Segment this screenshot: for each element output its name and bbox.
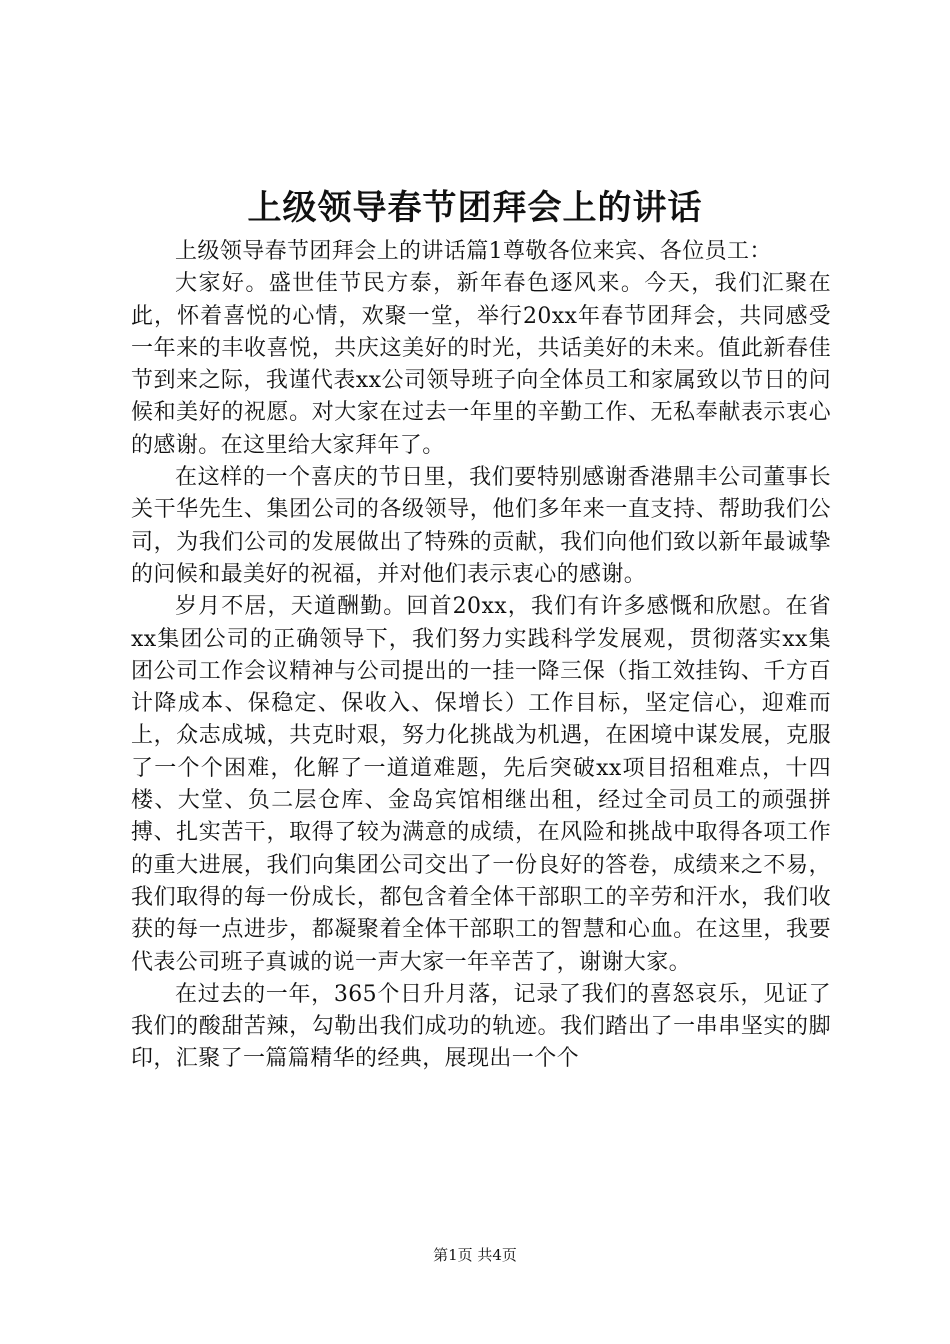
- paragraph: 上级领导春节团拜会上的讲话篇1尊敬各位来宾、各位员工：: [175, 239, 772, 264]
- paragraph: 在这样的一个喜庆的节日里，我们要特别感谢香港鼎丰公司董事长关干华先生、集团公司的各级领导，他们多年来一直支持、帮助我们公司，为我们公司的发展做出了特殊的贡献，我们向他们致以新年最诚挚的问候和最美好的祝福，并对他们表示衷心的感谢。: [131, 465, 831, 587]
- paragraph: 大家好。盛世佳节民方泰，新年春色逐风来。今天，我们汇聚在此，怀着喜悦的心情，欢聚一堂，举行20xx年春节团拜会，共同感受一年来的丰收喜悦，共庆这美好的时光，共话美好的未来。值此新春佳节到来之际，我谨代表xx公司领导班子向全体员工和家属致以节日的问候和美好的祝愿。对大家在过去一年里的辛勤工作、无私奉献表示衷心的感谢。在这里给大家拜年了。: [131, 271, 831, 458]
- paragraph: 在过去的一年，365个日升月落，记录了我们的喜怒哀乐，见证了我们的酸甜苦辣，勾勒出我们成功的轨迹。我们踏出了一串串坚实的脚印，汇聚了一篇篇精华的经典，展现出一个个: [131, 981, 831, 1072]
- page-number-footer: 第1页 共4页: [433, 1246, 517, 1264]
- paragraph: 岁月不居，天道酬勤。回首20xx，我们有许多感慨和欣慰。在省xx集团公司的正确领导下，我们努力实践科学发展观，贯彻落实xx集团公司工作会议精神与公司提出的一挂一降三保（指工效挂钩、千方百计降成本、保稳定、保收入、保增长）工作目标，坚定信心，迎难而上，众志成城，共克时艰，努力化挑战为机遇，在困境中谋发展，克服了一个个困难，化解了一道道难题，先后突破xx项目招租难点，十四楼、大堂、负二层仓库、金岛宾馆相继出租，经过全司员工的顽强拼搏、扎实苦干，取得了较为满意的成绩，在风险和挑战中取得各项工作的重大进展，我们向集团公司交出了一份良好的答卷，成绩来之不易，我们取得的每一份成长，都包含着全体干部职工的辛劳和汗水，我们收获的每一点进步，都凝聚着全体干部职工的智慧和心血。在这里，我要代表公司班子真诚的说一声大家一年辛苦了，谢谢大家。: [131, 594, 831, 975]
- document-title: 上级领导春节团拜会上的讲话: [247, 188, 703, 228]
- document-body: [131, 236, 831, 1076]
